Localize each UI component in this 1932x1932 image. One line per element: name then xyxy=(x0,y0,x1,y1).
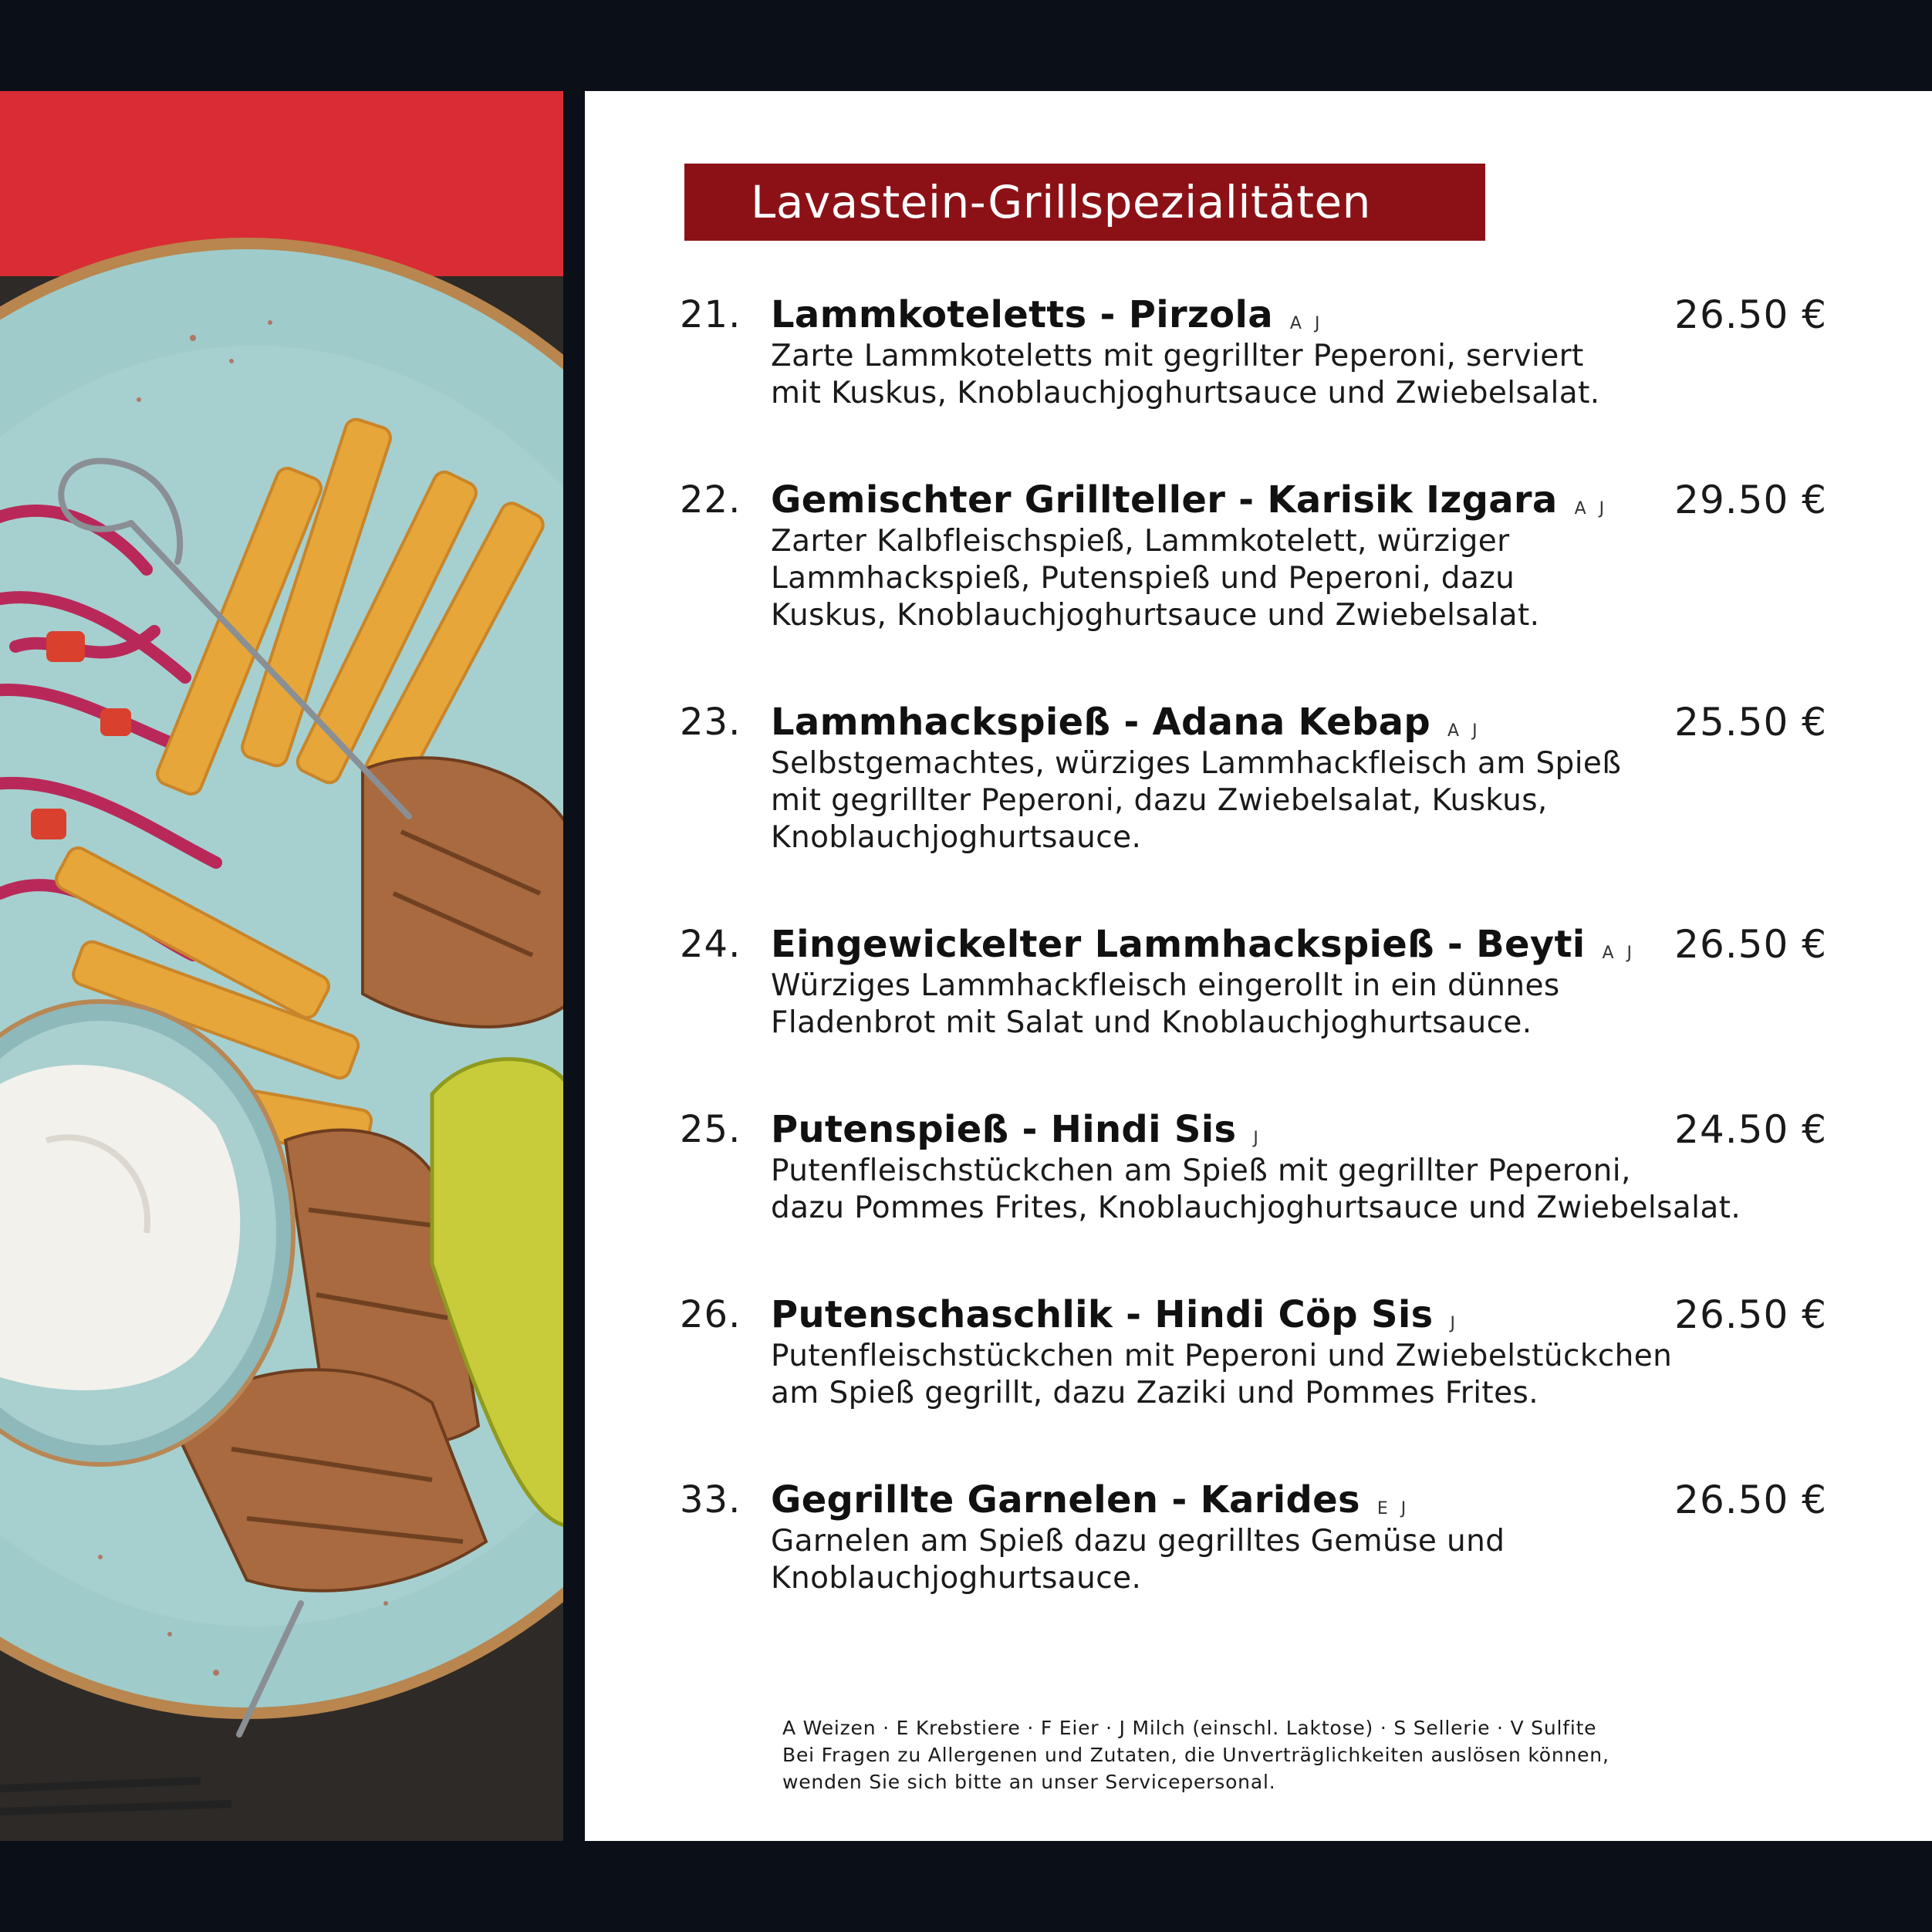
description-line: Knoblauchjoghurtsauce. xyxy=(771,820,1142,855)
description-line: Knoblauchjoghurtsauce. xyxy=(771,1561,1142,1596)
description-line: mit Kuskus, Knoblauchjoghurtsauce und Zwiebelsalat. xyxy=(771,376,1600,410)
item-price: 29.50 € xyxy=(1674,478,1827,522)
section-banner xyxy=(684,164,1485,241)
description-line: Zarter Kalbfleischspieß, Lammkotelett, würziger xyxy=(771,524,1510,559)
description-line: Putenfleischstückchen am Spieß mit gegrillter Peperoni, xyxy=(771,1153,1631,1188)
food-photo xyxy=(0,91,563,1841)
allergen-legend: A Weizen · E Krebstiere · F Eier · J Milch (einschl. Laktose) · S Sellerie · V Sulfite xyxy=(782,1717,1597,1739)
description-line: dazu Pommes Frites, Knoblauchjoghurtsauce und Zwiebelsalat. xyxy=(771,1191,1741,1225)
menu-card xyxy=(585,91,1932,1841)
description-line: mit gegrillter Peperoni, dazu Zwiebelsalat, Kuskus, xyxy=(771,783,1548,818)
description-line: Garnelen am Spieß dazu gegrilltes Gemüse und xyxy=(771,1524,1505,1559)
item-number: 22. xyxy=(680,478,741,522)
allergen-notice-line: wenden Sie sich bitte an unser Servicepersonal. xyxy=(782,1771,1276,1793)
menu-item xyxy=(585,1106,1932,1261)
item-description xyxy=(771,1153,1797,1227)
item-allergen-codes: E J xyxy=(1376,1499,1410,1518)
allergen-footnote xyxy=(782,1714,1863,1795)
item-number: 26. xyxy=(680,1293,741,1336)
item-description xyxy=(771,1338,1797,1412)
description-line: Putenfleischstückchen mit Peperoni und Zwiebelstückchen xyxy=(771,1339,1673,1373)
description-line: am Spieß gegrillt, dazu Zaziki und Pommes Frites. xyxy=(771,1376,1539,1410)
item-price: 26.50 € xyxy=(1674,1478,1827,1522)
item-price: 25.50 € xyxy=(1674,700,1827,745)
description-line: Zarte Lammkoteletts mit gegrillter Peperoni, serviert xyxy=(771,339,1584,373)
item-allergen-codes: A J xyxy=(1574,499,1609,518)
item-price: 24.50 € xyxy=(1674,1107,1827,1152)
item-name: Lammkoteletts - Pirzola xyxy=(771,293,1273,336)
item-description xyxy=(771,338,1797,412)
allergen-notice-line: Bei Fragen zu Allergenen und Zutaten, die Unverträglichkeiten auslösen können, xyxy=(782,1744,1609,1766)
description-line: Selbstgemachtes, würziges Lammhackfleisch am Spieß xyxy=(771,746,1622,781)
menu-item xyxy=(585,292,1932,446)
item-price: 26.50 € xyxy=(1674,1292,1827,1337)
menu-item xyxy=(585,1292,1932,1446)
description-line: Würziges Lammhackfleisch eingerollt in ein dünnes xyxy=(771,968,1560,1003)
item-price: 26.50 € xyxy=(1674,292,1827,337)
menu-item xyxy=(585,477,1932,631)
item-name: Gemischter Grillteller - Karisik Izgara xyxy=(771,478,1558,522)
item-allergen-codes: J xyxy=(1450,1314,1459,1333)
grill-plate-illustration xyxy=(0,91,563,1841)
menu-item xyxy=(585,699,1932,853)
item-allergen-codes: A J xyxy=(1447,721,1481,741)
item-description xyxy=(771,1523,1797,1597)
item-name: Putenschaschlik - Hindi Cöp Sis xyxy=(771,1293,1434,1336)
description-line: Kuskus, Knoblauchjoghurtsauce und Zwiebelsalat. xyxy=(771,598,1540,633)
menu-item xyxy=(585,1477,1932,1631)
item-number: 33. xyxy=(680,1478,741,1522)
item-number: 21. xyxy=(680,293,741,336)
item-number: 23. xyxy=(680,701,741,744)
item-number: 24. xyxy=(680,923,741,966)
item-name: Eingewickelter Lammhackspieß - Beyti xyxy=(771,923,1586,966)
description-line: Lammhackspieß, Putenspieß und Peperoni, dazu xyxy=(771,561,1515,596)
item-allergen-codes: A J xyxy=(1602,944,1636,963)
item-name: Putenspieß - Hindi Sis xyxy=(771,1108,1237,1151)
description-line: Fladenbrot mit Salat und Knoblauchjoghurtsauce. xyxy=(771,1005,1532,1040)
item-price: 26.50 € xyxy=(1674,922,1827,967)
section-title: Lavastein-Grillspezialitäten xyxy=(751,176,1371,228)
item-description xyxy=(771,523,1797,634)
item-number: 25. xyxy=(680,1108,741,1151)
item-description xyxy=(771,968,1797,1042)
menu-item xyxy=(585,921,1932,1076)
item-name: Gegrillte Garnelen - Karides xyxy=(771,1478,1360,1522)
item-allergen-codes: A J xyxy=(1289,314,1324,333)
item-name: Lammhackspieß - Adana Kebap xyxy=(771,701,1431,744)
item-allergen-codes: J xyxy=(1253,1129,1262,1148)
item-description xyxy=(771,745,1797,856)
